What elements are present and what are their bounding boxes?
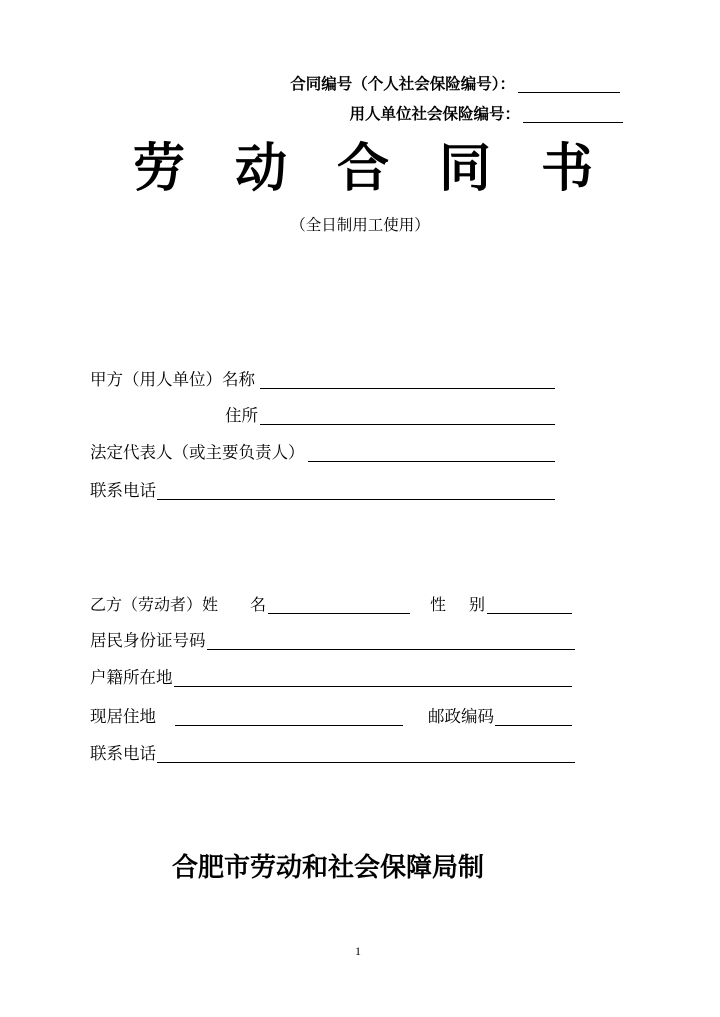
party-b-phone-blank bbox=[157, 762, 575, 763]
issuer-text: 合肥市劳动和社会保障局制 bbox=[172, 853, 485, 883]
party-b-name-label: 乙方（劳动者）姓 名 bbox=[90, 595, 267, 614]
page-number: 1 bbox=[355, 944, 361, 958]
party-a-phone-label: 联系电话 bbox=[90, 481, 156, 500]
party-b-id-label: 居民身份证号码 bbox=[90, 631, 206, 650]
party-a-address-label: 住所 bbox=[225, 406, 258, 425]
party-b-residence-label: 现居住地 bbox=[90, 707, 156, 726]
party-a-name-label: 甲方（用人单位）名称 bbox=[90, 370, 255, 389]
party-b-residence-blank bbox=[175, 725, 403, 726]
party-b-postcode-label: 邮政编码 bbox=[428, 707, 494, 726]
employer-si-number-blank bbox=[523, 108, 623, 123]
party-b-phone-label: 联系电话 bbox=[90, 744, 156, 763]
contract-number-line bbox=[290, 77, 620, 93]
employer-si-number-line bbox=[349, 107, 623, 123]
party-a-legal-rep-blank bbox=[308, 461, 555, 462]
contract-number-blank bbox=[518, 78, 620, 93]
party-b-id-blank bbox=[207, 649, 575, 650]
party-a-name-blank bbox=[260, 388, 555, 389]
party-b-hukou-label: 户籍所在地 bbox=[90, 668, 173, 687]
document-subtitle: （全日制用工使用） bbox=[290, 216, 430, 234]
party-b-gender-blank bbox=[487, 613, 572, 614]
party-b-gender-label: 性 别 bbox=[430, 595, 483, 614]
contract-number-label: 合同编号（个人社会保险编号）： bbox=[290, 75, 515, 93]
document-title: 劳动合同书 bbox=[133, 139, 644, 199]
party-b-postcode-blank bbox=[495, 725, 572, 726]
party-a-phone-blank bbox=[157, 499, 555, 500]
party-a-legal-rep-label: 法定代表人（或主要负责人） bbox=[90, 443, 305, 462]
party-a-address-blank bbox=[260, 424, 555, 425]
party-b-name-blank bbox=[268, 613, 410, 614]
party-b-hukou-blank bbox=[174, 686, 572, 687]
employer-si-number-label: 用人单位社会保险编号： bbox=[349, 105, 520, 123]
